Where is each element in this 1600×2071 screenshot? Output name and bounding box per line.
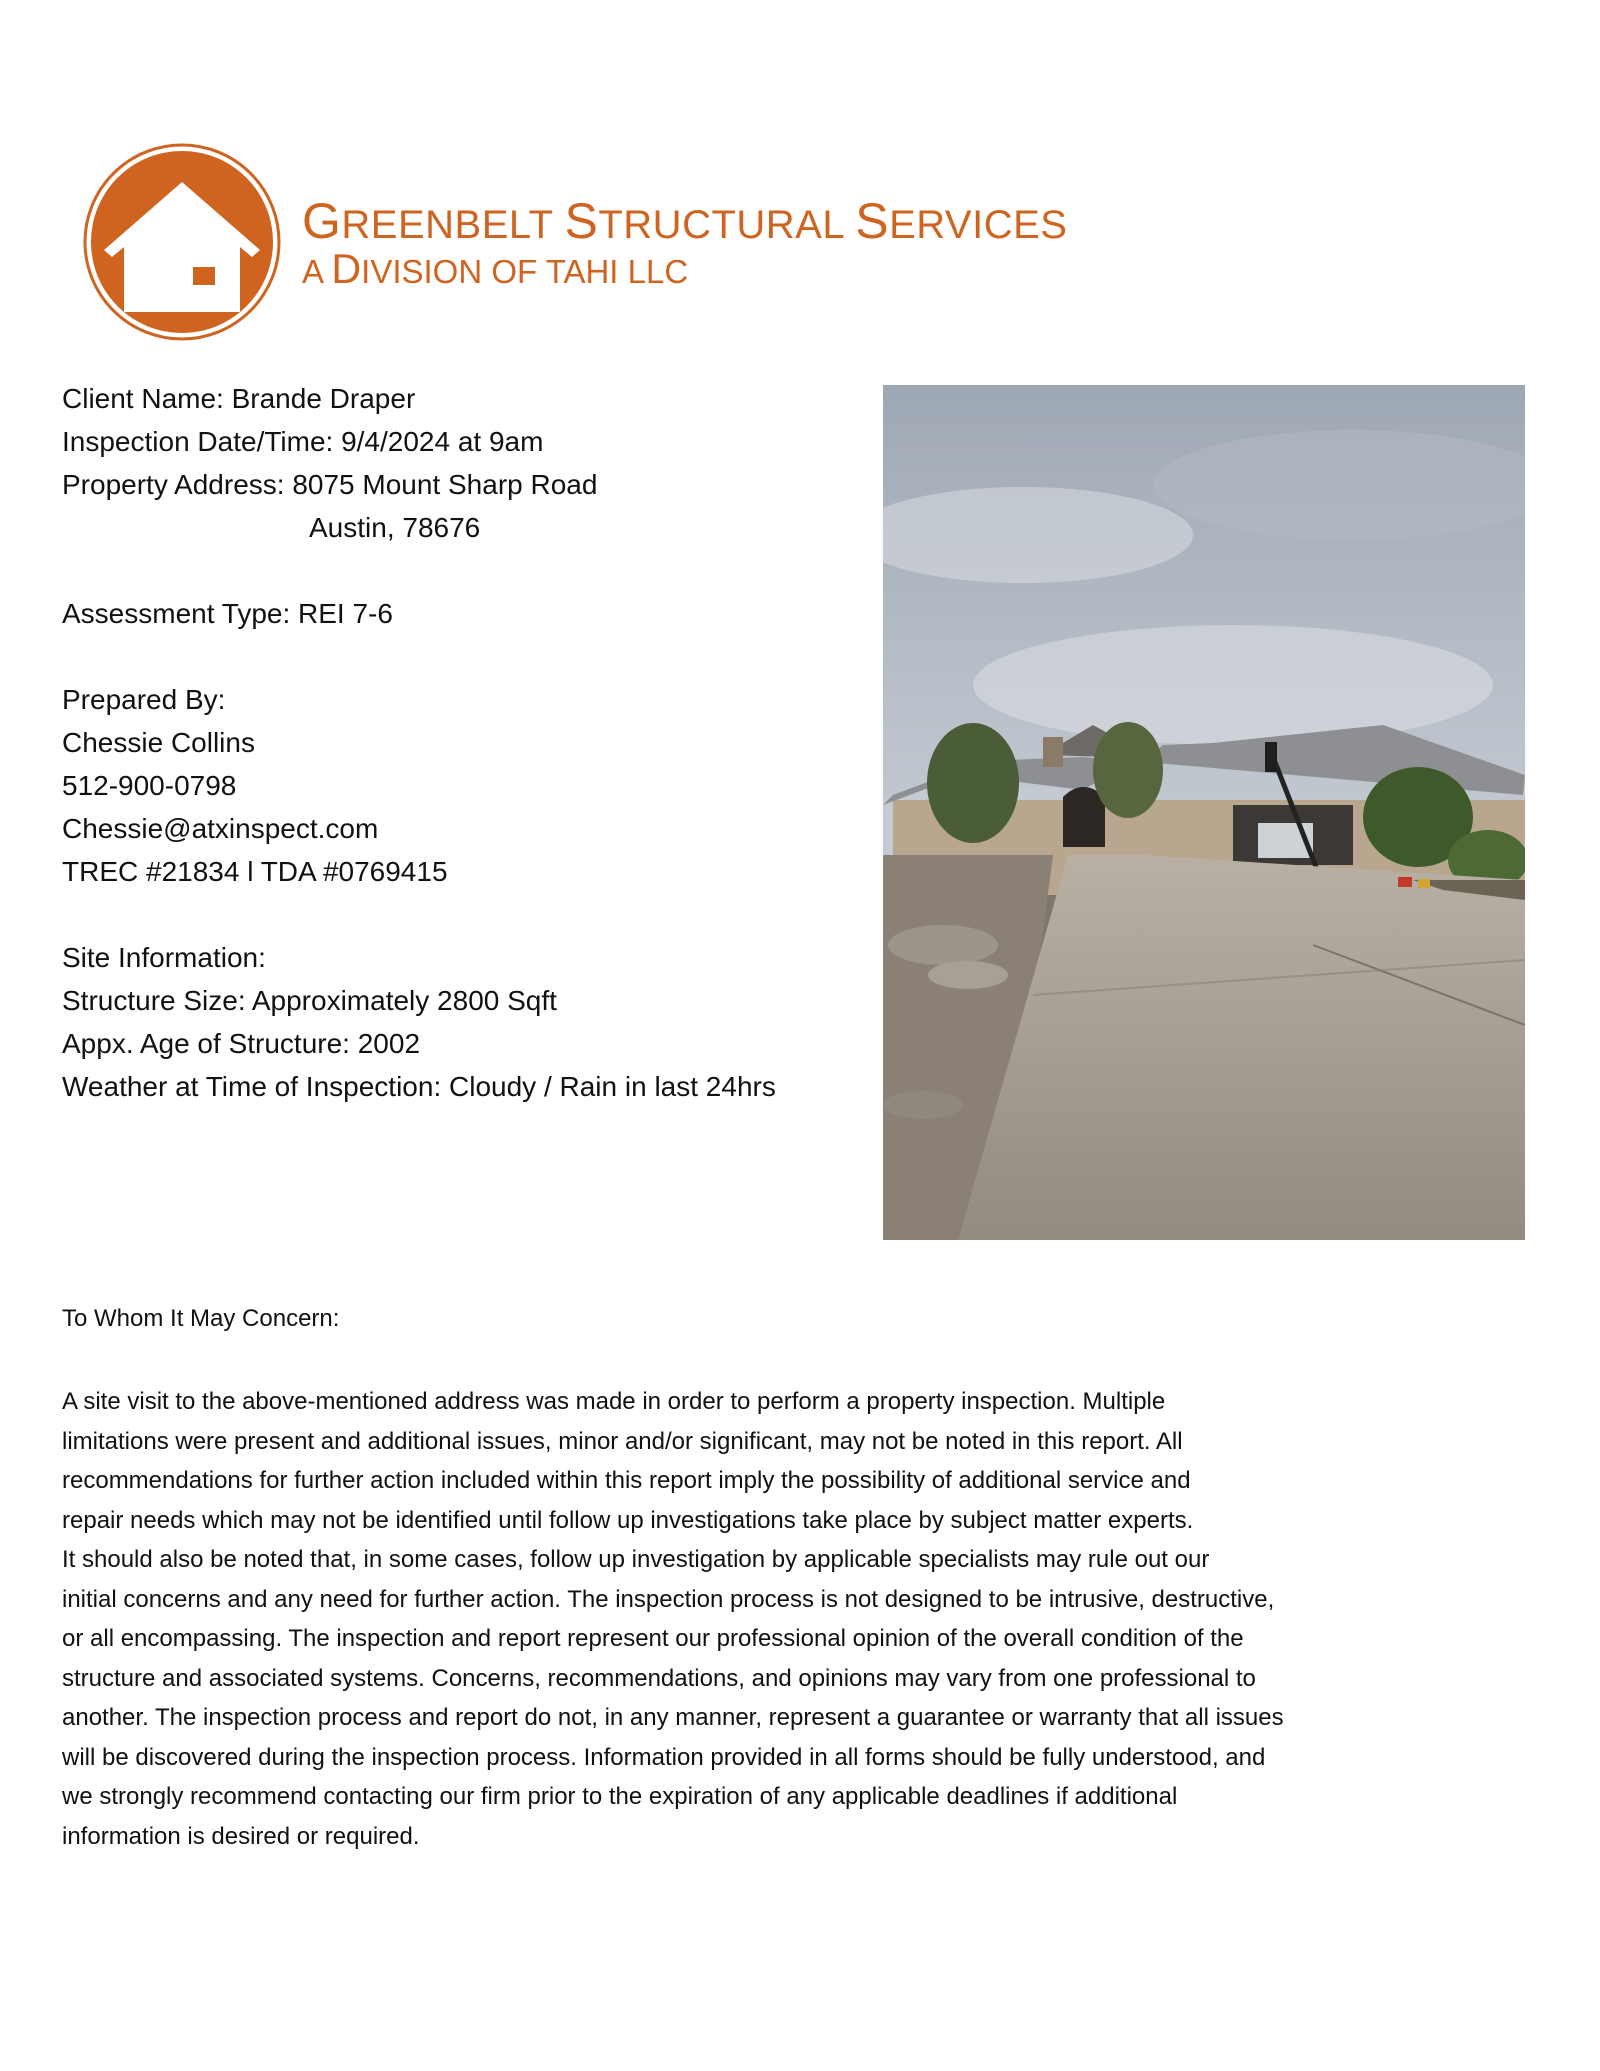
letter-line: It should also be noted that, in some cases, follow up investigation by applicable specialists may rule out our xyxy=(62,1546,1210,1573)
assessment-block xyxy=(62,592,393,635)
letter-line: will be discovered during the inspection process. Information provided in all forms should be fully understood, and xyxy=(62,1743,1266,1771)
client-info-block xyxy=(62,377,597,549)
inspector-name: Chessie Collins xyxy=(62,727,255,758)
site-info-heading: Site Information: xyxy=(62,942,266,973)
inspector-license: TREC #21834 l TDA #0769415 xyxy=(62,856,448,887)
inspector-email: Chessie@atxinspect.com xyxy=(62,813,379,844)
weather-info: Weather at Time of Inspection: Cloudy / Rain in last 24hrs xyxy=(62,1071,776,1102)
company-division: A DIVISION OF TAHI LLC xyxy=(302,246,689,292)
letter-line: information is desired or required. xyxy=(62,1822,420,1850)
letter-line: another. The inspection process and report do not, in any manner, represent a guarantee or warranty that all issues xyxy=(62,1704,1284,1731)
assessment-type: Assessment Type: REI 7-6 xyxy=(62,598,393,629)
company-name: GREENBELT STRUCTURAL SERVICES xyxy=(302,193,1068,249)
client-name: Client Name: Brande Draper xyxy=(62,383,416,414)
letter-line: initial concerns and any need for further action. The inspection process is not designed to be intrusive, destructive, xyxy=(62,1585,1275,1613)
site-info-block xyxy=(62,936,776,1108)
letter-body xyxy=(62,1382,1502,1856)
letter-line: repair needs which may not be identified until follow up investigations take place by subject matter experts. xyxy=(62,1506,1194,1534)
property-city-zip: Austin, 78676 xyxy=(309,512,481,543)
property-address: Property Address: 8075 Mount Sharp Road xyxy=(62,469,598,500)
letter-line: limitations were present and additional issues, minor and/or significant, may not be noted in this report. All xyxy=(62,1427,1183,1455)
letter-salutation: To Whom It May Concern: xyxy=(62,1305,340,1332)
property-photo xyxy=(883,385,1525,1240)
inspector-phone: 512-900-0798 xyxy=(62,770,237,801)
letter-line: or all encompassing. The inspection and report represent our professional opinion of the overall condition of the xyxy=(62,1625,1244,1652)
letter-line: A site visit to the above-mentioned address was made in order to perform a property inspection. Multiple xyxy=(62,1388,1166,1415)
letter-line: structure and associated systems. Concerns, recommendations, and opinions may vary from one professional to xyxy=(62,1664,1256,1692)
letter-line: we strongly recommend contacting our firm prior to the expiration of any applicable deadlines if additional xyxy=(62,1783,1178,1810)
structure-size: Structure Size: Approximately 2800 Sqft xyxy=(62,985,557,1016)
prepared-by-heading: Prepared By: xyxy=(62,684,226,715)
house-logo-icon xyxy=(82,142,282,342)
structure-age: Appx. Age of Structure: 2002 xyxy=(62,1028,421,1059)
letter-line: recommendations for further action included within this report imply the possibility of additional service and xyxy=(62,1467,1191,1494)
inspection-datetime: Inspection Date/Time: 9/4/2024 at 9am xyxy=(62,426,544,457)
prepared-by-block xyxy=(62,678,448,893)
